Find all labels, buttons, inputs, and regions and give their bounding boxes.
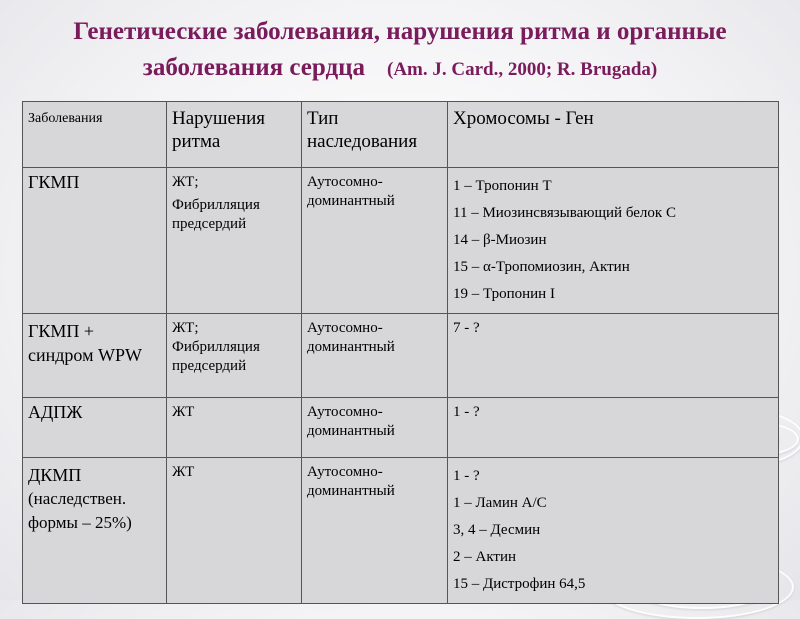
cell-disease	[23, 168, 167, 314]
disease-text: ГКМП +	[28, 321, 95, 341]
genetics-table	[22, 101, 779, 604]
gene-text: 1 – Тропонин Т	[453, 178, 552, 194]
gene-text: 1 - ?	[453, 404, 480, 420]
title-line-2: заболевания сердца	[142, 54, 365, 81]
inheritance-text: Аутосомно-	[307, 174, 383, 190]
disease-text: формы – 25%)	[28, 513, 132, 532]
rhythm-text: ЖТ;	[172, 320, 199, 336]
gene-text: 2 – Актин	[453, 549, 517, 565]
header-inheritance: Тип наследования	[302, 102, 448, 168]
header-chromosomes-gene: Хромосомы - Ген	[448, 102, 779, 168]
inheritance-text: Аутосомно-	[307, 320, 383, 336]
rhythm-text: ЖТ;	[172, 174, 199, 190]
inheritance-text: Аутосомно-	[307, 464, 383, 480]
table-header-row	[23, 102, 779, 168]
rhythm-text: предсердий	[172, 358, 247, 374]
cell-genes	[448, 398, 779, 458]
header-rhythm: Нарушения ритма	[167, 102, 302, 168]
gene-text: 11 – Миозинсвязывающий белок С	[453, 205, 676, 221]
disease-text: ДКМП	[28, 465, 82, 485]
table-row	[23, 398, 779, 458]
cell-inheritance	[302, 314, 448, 398]
inheritance-text: доминантный	[307, 423, 395, 439]
cell-rhythm	[167, 168, 302, 314]
rhythm-text: Фибрилляция	[172, 339, 260, 355]
disease-text: синдром WPW	[28, 345, 142, 365]
disease-text: ГКМП	[28, 172, 80, 192]
cell-disease	[23, 458, 167, 604]
cell-genes	[448, 168, 779, 314]
cell-rhythm	[167, 314, 302, 398]
cell-rhythm	[167, 398, 302, 458]
cell-genes	[448, 314, 779, 398]
disease-text: АДПЖ	[28, 402, 83, 422]
rhythm-text: ЖТ	[172, 464, 195, 480]
inheritance-text: доминантный	[307, 339, 395, 355]
header-diseases: Заболевания	[23, 102, 167, 168]
slide-title	[0, 14, 800, 88]
table-row	[23, 314, 779, 398]
table-row	[23, 168, 779, 314]
gene-text: 7 - ?	[453, 320, 480, 336]
table-row	[23, 458, 779, 604]
gene-text: 14 – β-Миозин	[453, 232, 547, 248]
gene-text: 15 – Дистрофин 64,5	[453, 576, 586, 592]
gene-text: 1 - ?	[453, 468, 480, 484]
inheritance-text: Аутосомно-	[307, 404, 383, 420]
inheritance-text: доминантный	[307, 193, 395, 209]
inheritance-text: доминантный	[307, 483, 395, 499]
gene-text: 1 – Ламин А/С	[453, 495, 547, 511]
rhythm-text: Фибрилляция	[172, 197, 260, 213]
rhythm-text: ЖТ	[172, 404, 195, 420]
disease-text: (наследствен.	[28, 489, 127, 508]
cell-rhythm	[167, 458, 302, 604]
cell-disease	[23, 398, 167, 458]
rhythm-text: предсердий	[172, 216, 247, 232]
gene-text: 3, 4 – Десмин	[453, 522, 541, 538]
cell-inheritance	[302, 168, 448, 314]
gene-text: 19 – Тропонин I	[453, 286, 555, 302]
title-citation: (Am. J. Card., 2000; R. Brugada)	[387, 59, 658, 80]
cell-inheritance	[302, 398, 448, 458]
cell-disease	[23, 314, 167, 398]
cell-inheritance	[302, 458, 448, 604]
gene-text: 15 – α-Тропомиозин, Актин	[453, 259, 630, 275]
cell-genes	[448, 458, 779, 604]
title-line-1: Генетические заболевания, нарушения ритма и органные	[73, 18, 727, 45]
